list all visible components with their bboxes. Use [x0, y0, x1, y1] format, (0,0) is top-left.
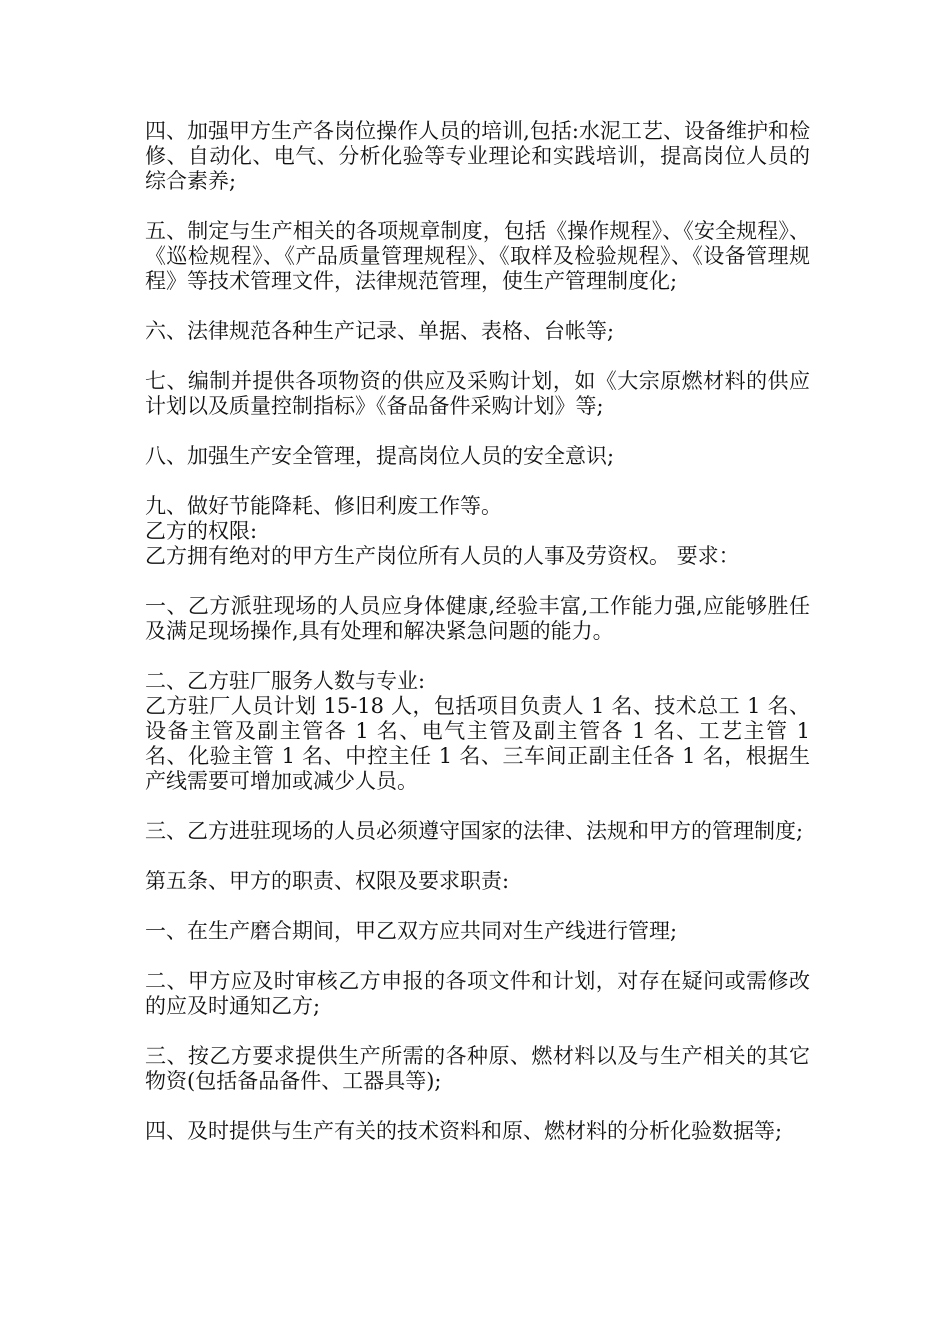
paragraph-records: 六、法律规范各种生产记录、单据、表格、台帐等;: [145, 319, 615, 343]
paragraph-energy-saving: 九、做好节能降耗、修旧利废工作等。: [145, 494, 502, 518]
document-body: [145, 119, 810, 1144]
heading-party-b-authority: 乙方的权限:: [145, 519, 258, 543]
paragraph-regulations: 五、制定与生产相关的各项规章制度，包括《操作规程》、《安全规程》、《巡检规程》、《产品质量管理规程》、《取样及检验规程》、《设备管理规程》等技术管理文件，法律规范管理，使生产管理制度化;: [145, 219, 810, 293]
paragraph-compliance: 三、乙方进驻现场的人员必须遵守国家的法律、法规和甲方的管理制度;: [145, 819, 804, 843]
paragraph-safety: 八、加强生产安全管理，提高岗位人员的安全意识;: [145, 444, 615, 468]
paragraph-materials: 三、按乙方要求提供生产所需的各种原、燃材料以及与生产相关的其它物资(包括备品备件、工器具等);: [145, 1044, 810, 1093]
paragraph-procurement: 七、编制并提供各项物资的供应及采购计划，如《大宗原燃材料的供应计划以及质量控制指标》《备品备件采购计划》等;: [145, 369, 810, 418]
paragraph-staff-count: 乙方驻厂人员计划 15-18 人，包括项目负责人 1 名、技术总工 1 名、设备主管及副主管各 1 名、电气主管及副主管各 1 名、工艺主管 1 名、化验主管 1 名、中控主任 1 名、三车间正副主任各 1 名，根据生产线需要可增加或减少人员。: [145, 694, 810, 793]
heading-article-five: 第五条、甲方的职责、权限及要求职责:: [145, 869, 510, 893]
paragraph-party-b-authority: 乙方拥有绝对的甲方生产岗位所有人员的人事及劳资权。 要求：: [145, 544, 740, 568]
paragraph-staff-requirements: 一、乙方派驻现场的人员应身体健康,经验丰富,工作能力强,应能够胜任及满足现场操作,具有处理和解决紧急问题的能力。: [145, 594, 810, 643]
paragraph-review: 二、甲方应及时审核乙方申报的各项文件和计划，对存在疑问或需修改的应及时通知乙方;: [145, 969, 810, 1018]
paragraph-technical-data: 四、及时提供与生产有关的技术资料和原、燃材料的分析化验数据等;: [145, 1119, 783, 1143]
heading-staff-count: 二、乙方驻厂服务人数与专业:: [145, 669, 426, 693]
paragraph-joint-management: 一、在生产磨合期间，甲乙双方应共同对生产线进行管理;: [145, 919, 678, 943]
paragraph-training: 四、加强甲方生产各岗位操作人员的培训,包括:水泥工艺、设备维护和检修、自动化、电气、分析化验等专业理论和实践培训，提高岗位人员的综合素养;: [145, 119, 810, 193]
